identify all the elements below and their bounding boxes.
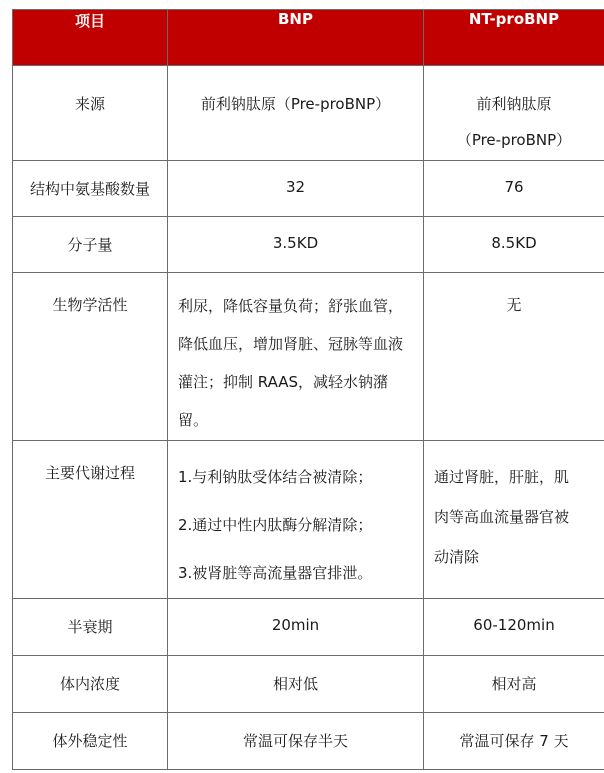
row-label: 结构中氨基酸数量 bbox=[13, 161, 168, 217]
row-label: 体内浓度 bbox=[13, 656, 168, 713]
table-row-metabolism bbox=[13, 441, 604, 599]
bnp-value-line: 2.通过中性内肽酶分解清除； bbox=[178, 501, 417, 549]
table-row-stability bbox=[13, 713, 604, 770]
bnp-value: 相对低 bbox=[168, 656, 424, 713]
table-row-amino-acids bbox=[13, 161, 604, 217]
bnp-value-line: 1.与利钠肽受体结合被清除； bbox=[178, 453, 417, 501]
row-label: 体外稳定性 bbox=[13, 713, 168, 770]
nt-value: 相对高 bbox=[424, 656, 604, 713]
nt-value-line: 动清除 bbox=[434, 537, 598, 577]
header-nt-probnp: NT-proBNP bbox=[424, 10, 604, 66]
row-label: 分子量 bbox=[13, 217, 168, 273]
row-label: 生物学活性 bbox=[13, 273, 168, 441]
bnp-value: 20min bbox=[168, 599, 424, 656]
nt-value bbox=[424, 66, 604, 161]
nt-value: 8.5KD bbox=[424, 217, 604, 273]
bnp-value bbox=[168, 273, 424, 441]
table-body bbox=[13, 66, 604, 770]
nt-value: 76 bbox=[424, 161, 604, 217]
nt-value-line: 肉等高血流量器官被 bbox=[434, 497, 598, 537]
bnp-value: 常温可保存半天 bbox=[168, 713, 424, 770]
header-row bbox=[13, 10, 604, 66]
header-bnp: BNP bbox=[168, 10, 424, 66]
bnp-value: 前利钠肽原（Pre-proBNP） bbox=[168, 66, 424, 161]
table-row-molecular-weight bbox=[13, 217, 604, 273]
nt-value-line: 通过肾脏，肝脏，肌 bbox=[434, 457, 598, 497]
bnp-value-line: 降低血压，增加肾脏、冠脉等血液 bbox=[178, 325, 417, 363]
table-row-half-life bbox=[13, 599, 604, 656]
table-row-biological-activity bbox=[13, 273, 604, 441]
comparison-table bbox=[12, 9, 604, 770]
table-header bbox=[13, 10, 604, 66]
nt-value: 常温可保存 7 天 bbox=[424, 713, 604, 770]
nt-value: 无 bbox=[424, 273, 604, 441]
row-label: 半衰期 bbox=[13, 599, 168, 656]
nt-value-line: 前利钠肽原 bbox=[425, 86, 603, 122]
table-row-concentration bbox=[13, 656, 604, 713]
row-label: 主要代谢过程 bbox=[13, 441, 168, 599]
nt-value: 60-120min bbox=[424, 599, 604, 656]
bnp-value-line: 3.被肾脏等高流量器官排泄。 bbox=[178, 549, 417, 597]
nt-value-line: （Pre-proBNP） bbox=[425, 122, 603, 158]
header-item: 项目 bbox=[13, 10, 168, 66]
row-label: 来源 bbox=[13, 66, 168, 161]
bnp-value-line: 灌注；抑制 RAAS，减轻水钠潴留。 bbox=[178, 363, 417, 439]
bnp-value: 32 bbox=[168, 161, 424, 217]
bnp-value-line: 利尿，降低容量负荷；舒张血管， bbox=[178, 287, 417, 325]
bnp-value: 3.5KD bbox=[168, 217, 424, 273]
nt-value bbox=[424, 441, 604, 599]
table-row-source bbox=[13, 66, 604, 161]
bnp-value bbox=[168, 441, 424, 599]
